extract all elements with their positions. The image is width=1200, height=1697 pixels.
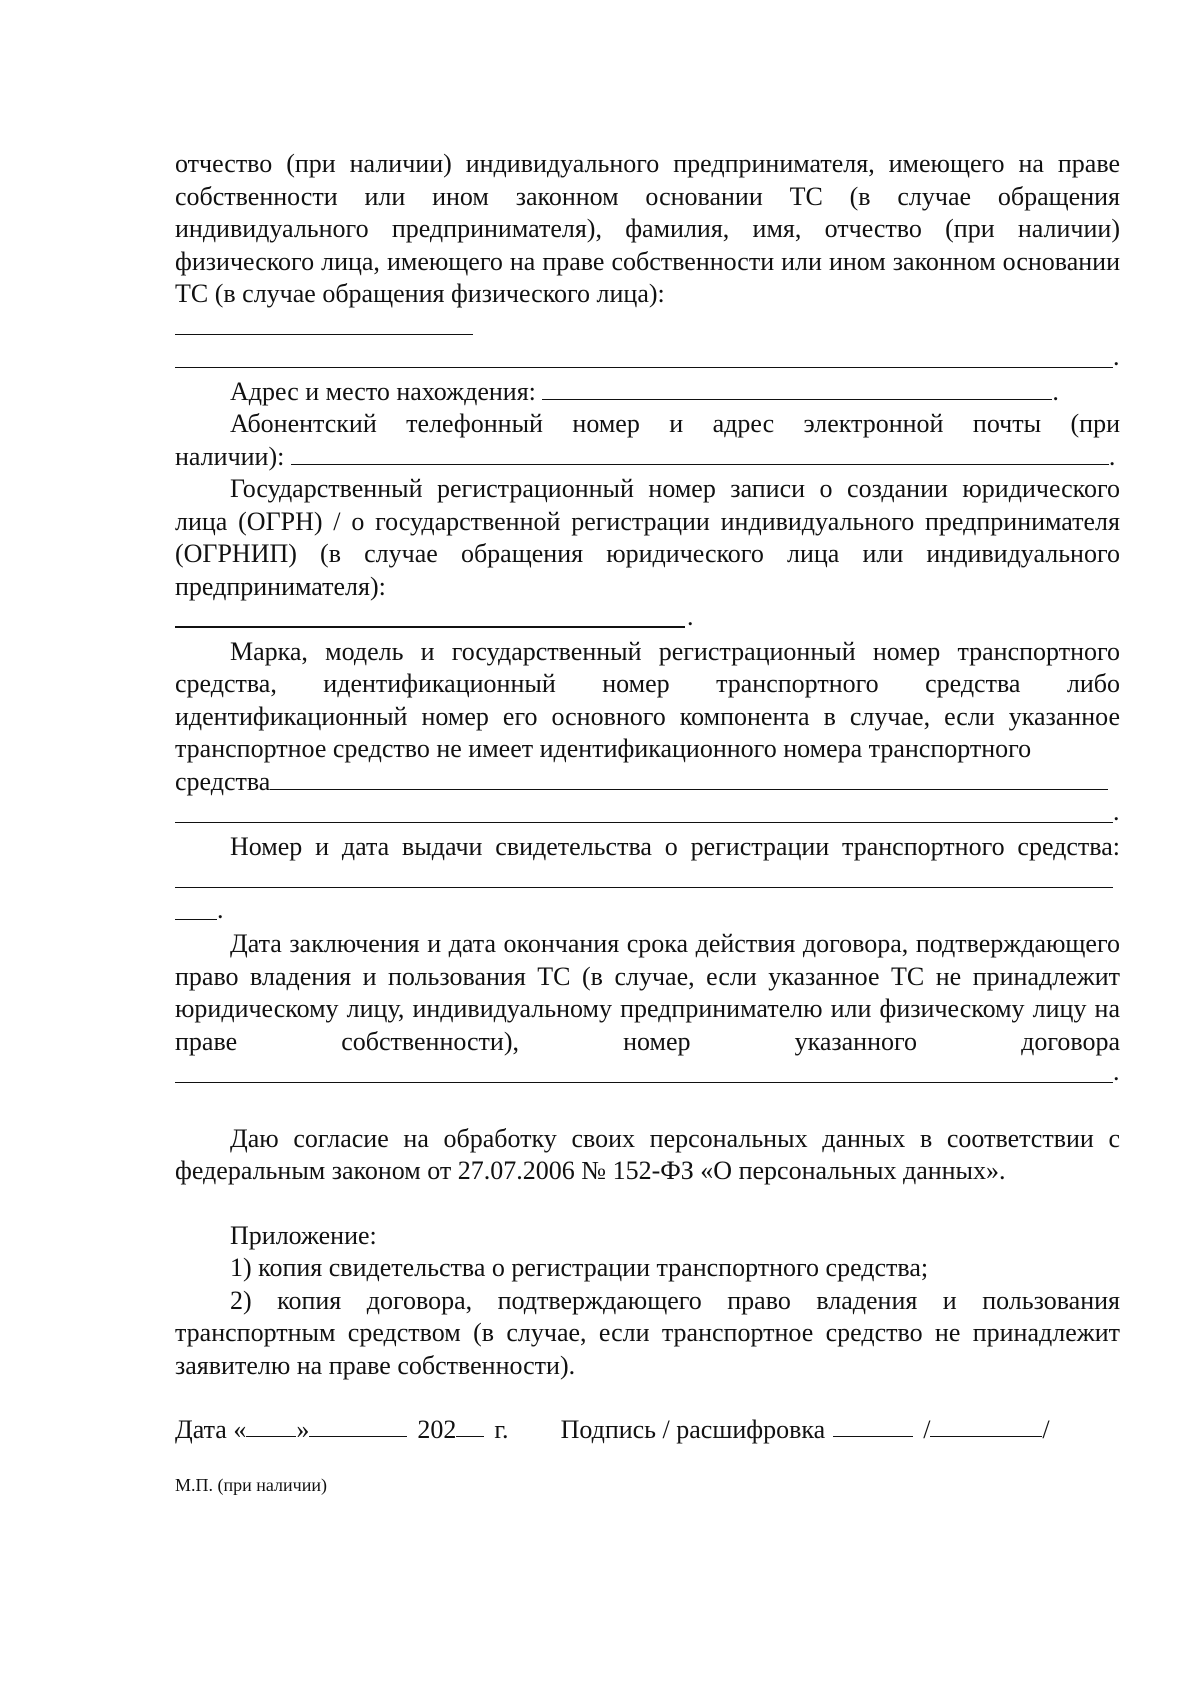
attachment-item-1: 1) копия свидетельства о регистрации транспортного средства; (230, 1253, 929, 1282)
date-prefix: Дата « (175, 1415, 247, 1444)
name-decoding-field[interactable] (930, 1414, 1042, 1437)
address-field[interactable] (542, 377, 1052, 400)
contract-field[interactable]: . (175, 1058, 1120, 1091)
owner-field-line-2[interactable]: . (175, 343, 1120, 376)
ogrn-field[interactable]: . (175, 603, 1120, 636)
address-label: Адрес и место нахождения: (230, 376, 536, 406)
attachment-title: Приложение: (230, 1220, 377, 1250)
phone-row: наличии): . (175, 441, 1116, 471)
form-body (175, 148, 1120, 1501)
attachment-item-2: 2) копия договора, подтверждающего право владения и пользования транспортным средством (в случае, если транспортное средство не принадлежит заявителю на праве собственности). (175, 1285, 1120, 1380)
vehicle-row (175, 766, 1120, 799)
certificate-field-2[interactable]: . (175, 896, 1120, 929)
owner-paragraph: отчество (при наличии) индивидуального предпринимателя, имеющего на праве собственности или ином законном основании ТС (в случае обращения индивидуального предпринимателя), фамилия, имя, отчество (при наличии) физического лица, имеющего на праве собственности или ином законном основании ТС (в случае обращения физического лица): (175, 149, 1120, 308)
year-field[interactable] (456, 1414, 484, 1437)
stamp-note: М.П. (при наличии) (175, 1474, 327, 1495)
year-suffix: г. (494, 1415, 509, 1444)
phone-label-tail: наличии): (175, 441, 285, 471)
signature-label: Подпись / расшифровка (560, 1415, 826, 1444)
signature-field[interactable] (833, 1414, 913, 1437)
month-field[interactable] (309, 1414, 407, 1437)
phone-email-field[interactable] (291, 442, 1109, 465)
phone-label-line: Абонентский телефонный номер и адрес электронной почты (при (230, 409, 1120, 438)
vehicle-field-2[interactable]: . (175, 798, 1120, 831)
consent-paragraph: Даю согласие на обработку своих персональных данных в соответствии с федеральным законом от 27.07.2006 № 152-ФЗ «О персональных данных». (175, 1123, 1120, 1185)
day-field[interactable] (246, 1414, 296, 1437)
vehicle-paragraph: Марка, модель и государственный регистрационный номер транспортного средства, идентификационный номер транспортного средства либо идентификационный номер его основного компонента в случае, если указанное транспортное средство не имеет идентификационного номера транспортного (175, 636, 1120, 763)
certificate-paragraph: Номер и дата выдачи свидетельства о регистрации транспортного средства: (230, 831, 1120, 861)
ogrn-paragraph: Государственный регистрационный номер записи о создании юридического лица (ОГРН) / о государственной регистрации индивидуального предпринимателя (ОГРНИП) (в случае обращения юридического лица или индивидуального предпринимателя): (175, 474, 1120, 601)
vehicle-field-1[interactable] (270, 767, 1108, 790)
vehicle-label-tail: средства (175, 766, 271, 796)
signature-slash-1: / (923, 1415, 931, 1444)
year-prefix: 202 (417, 1415, 457, 1444)
signature-row (175, 1414, 1120, 1447)
address-row: Адрес и место нахождения: . (230, 376, 1059, 406)
date-quote-close: » (296, 1415, 310, 1444)
signature-slash-2: / (1042, 1415, 1050, 1444)
owner-field-line-1[interactable] (175, 311, 1120, 344)
contract-paragraph: Дата заключения и дата окончания срока действия договора, подтверждающего право владения и пользования ТС (в случае, если указанное ТС не принадлежит юридическому лицу, индивидуальному предпринимателю или физическому лицу на праве собственности), номер указанного договора (175, 929, 1120, 1056)
certificate-field-1[interactable] (175, 863, 1120, 896)
